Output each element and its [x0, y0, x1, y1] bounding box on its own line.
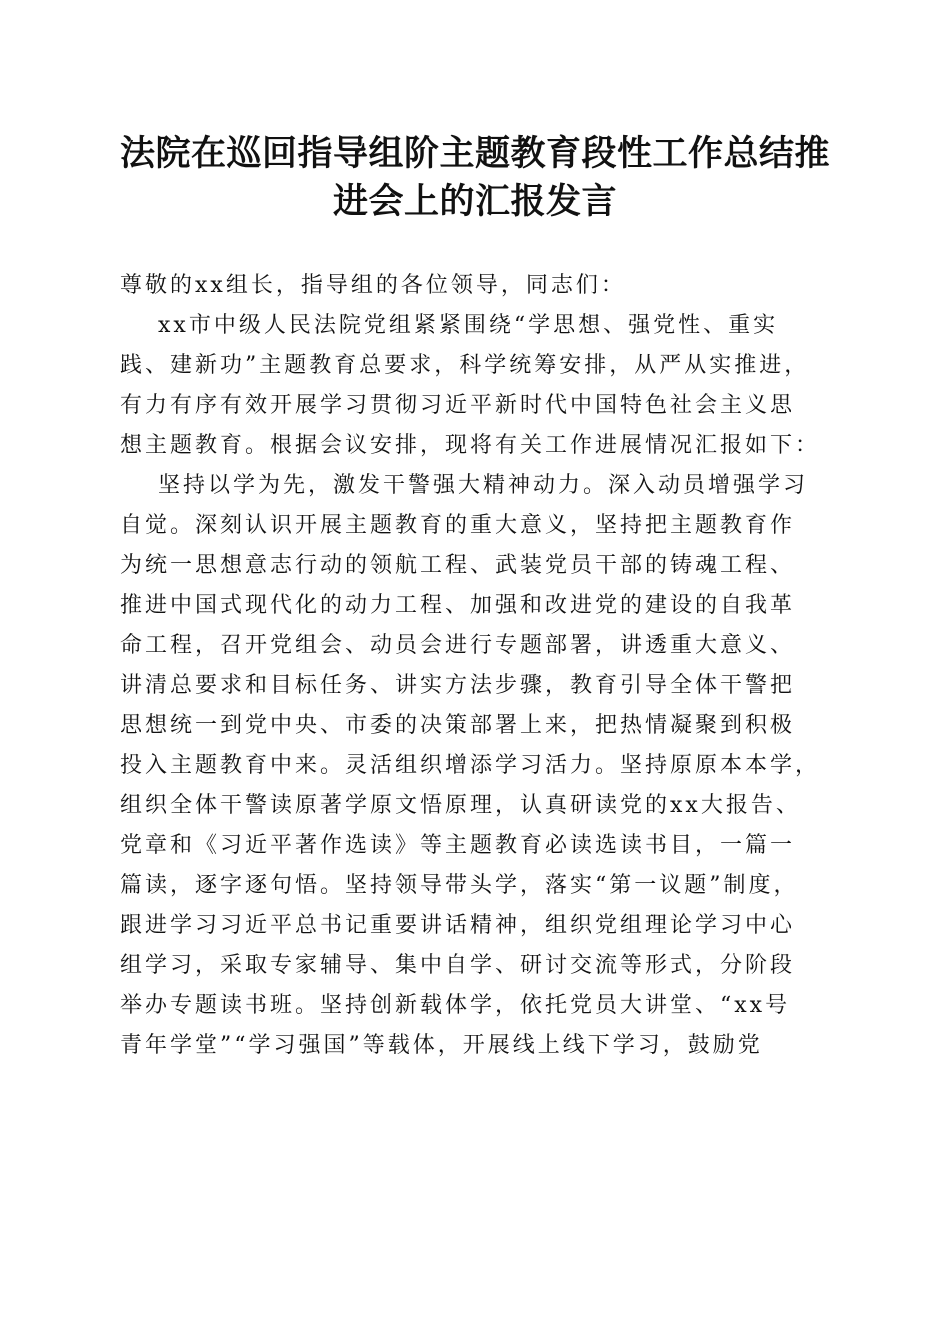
paragraph-line: 思想统一到党中央、市委的决策部署上来，把热情凝聚到积极: [120, 713, 796, 738]
document-title: [100, 130, 850, 226]
paragraph-line: 推进中国式现代化的动力工程、加强和改进党的建设的自我革: [120, 593, 796, 618]
paragraph-line: 举办专题读书班。坚持创新载体学，依托党员大讲堂、“xx号: [120, 993, 791, 1018]
title-line-2: 进会上的汇报发言: [332, 181, 617, 222]
title-line-1: 法院在巡回指导组阶主题教育段性工作总结推: [119, 133, 830, 174]
paragraph-1: [120, 306, 835, 466]
paragraph-line: 为统一思想意志行动的领航工程、武装党员干部的铸魂工程、: [120, 553, 796, 578]
paragraph-2: [120, 466, 835, 1066]
paragraph-line: 践、建新功”主题教育总要求，科学统筹安排，从严从实推进，: [120, 353, 810, 378]
paragraph-line: 命工程，召开党组会、动员会进行专题部署，讲透重大意义、: [120, 633, 796, 658]
paragraph-line: 投入主题教育中来。灵活组织增添学习活力。坚持原原本本学，: [120, 753, 821, 778]
paragraph-line: 党章和《习近平著作选读》等主题教育必读选读书目，一篇一: [120, 833, 796, 858]
salutation: 尊敬的xx组长，指导组的各位领导，同志们：: [120, 273, 626, 298]
document-body: [120, 266, 835, 1066]
paragraph-line: 坚持以学为先，激发干警强大精神动力。深入动员增强学习: [158, 473, 809, 498]
paragraph-line: 有力有序有效开展学习贯彻习近平新时代中国特色社会主义思: [120, 393, 796, 418]
paragraph-line: 跟进学习习近平总书记重要讲话精神，组织党组理论学习中心: [120, 913, 796, 938]
paragraph-line: 青年学堂”“学习强国”等载体，开展线上线下学习，鼓励党: [120, 1033, 763, 1058]
paragraph-line: 想主题教育。根据会议安排，现将有关工作进展情况汇报如下：: [120, 433, 821, 458]
paragraph-line: 篇读，逐字逐句悟。坚持领导带头学，落实“第一议题”制度，: [120, 873, 799, 898]
paragraph-line: xx市中级人民法院党组紧紧围绕“学思想、强党性、重实: [158, 313, 779, 338]
paragraph-line: 组织全体干警读原著学原文悟原理，认真研读党的xx大报告、: [120, 793, 801, 818]
paragraph-line: 自觉。深刻认识开展主题教育的重大意义，坚持把主题教育作: [120, 513, 796, 538]
paragraph-line: 讲清总要求和目标任务、讲实方法步骤，教育引导全体干警把: [120, 673, 796, 698]
paragraph-line: 组学习，采取专家辅导、集中自学、研讨交流等形式，分阶段: [120, 953, 796, 978]
